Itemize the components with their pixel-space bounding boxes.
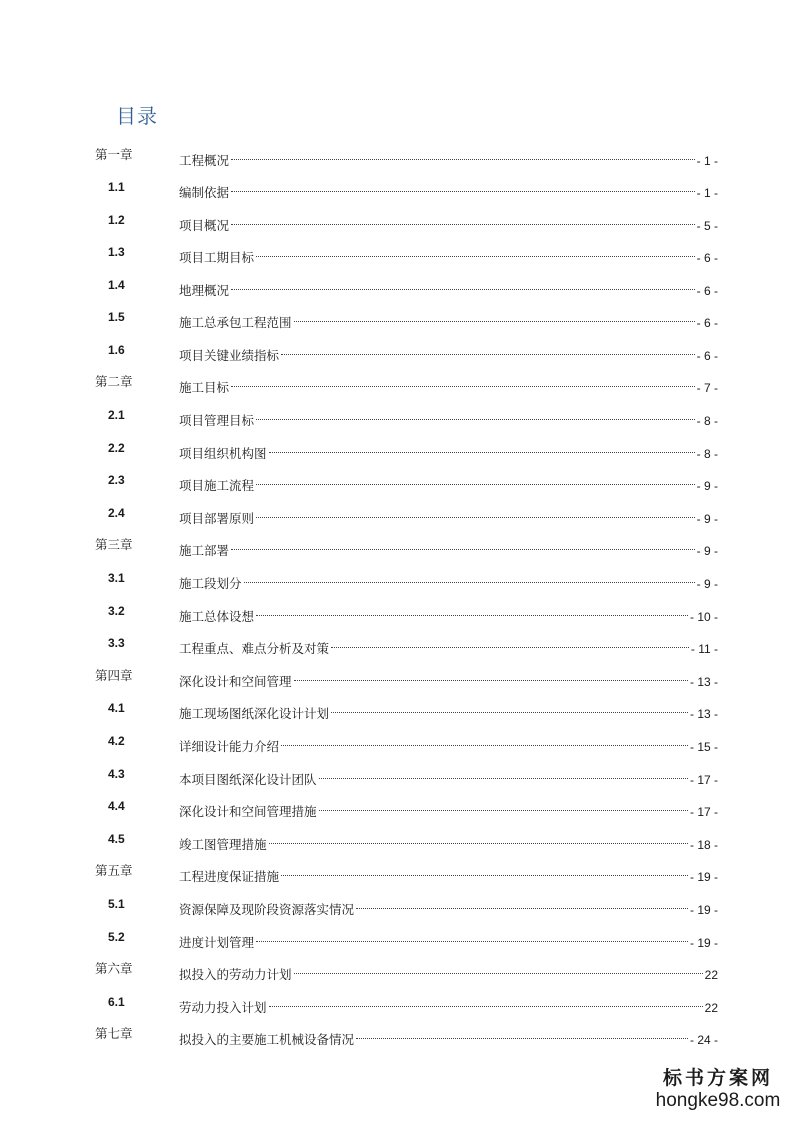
toc-entry[interactable] [0, 307, 793, 330]
toc-entry-page: - 9 - [696, 512, 718, 526]
toc-dot-leader [269, 829, 688, 849]
toc-dot-leader [356, 894, 688, 914]
toc-dot-leader [269, 992, 703, 1012]
toc-entry-title: 施工部署 [179, 543, 230, 558]
toc-dot-leader [244, 568, 695, 588]
toc-entry-number: 1.5 [108, 310, 125, 324]
toc-entry[interactable] [0, 210, 793, 233]
toc-entry-page: - 6 - [696, 284, 718, 298]
toc-entry-number: 第二章 [95, 374, 133, 389]
toc-entry-title: 项目关键业绩指标 [179, 348, 280, 363]
toc-dot-leader [281, 340, 695, 360]
toc-entry-number: 6.1 [108, 995, 125, 1009]
toc-entry[interactable] [0, 633, 793, 656]
toc-entry-page: - 6 - [696, 316, 718, 330]
watermark [648, 1066, 788, 1112]
toc-entry-title: 工程重点、难点分析及对策 [179, 641, 330, 656]
toc-entry-title: 施工现场图纸深化设计计划 [179, 706, 330, 721]
toc-entry-title: 拟投入的劳动力计划 [179, 967, 292, 982]
toc-entry-number: 第四章 [95, 668, 133, 683]
toc-dot-leader [256, 405, 695, 425]
toc-entry-title: 项目概况 [179, 218, 230, 233]
toc-dot-leader [231, 535, 695, 555]
toc-entry-title: 工程概况 [179, 153, 230, 168]
toc-dot-leader [256, 503, 695, 523]
toc-dot-leader [231, 275, 695, 295]
toc-entry[interactable] [0, 764, 793, 787]
toc-entry-title: 施工目标 [179, 380, 230, 395]
toc-entry-title: 进度计划管理 [179, 935, 255, 950]
toc-dot-leader [281, 861, 688, 881]
toc-entry[interactable] [0, 666, 793, 689]
toc-entry-title: 工程进度保证措施 [179, 869, 280, 884]
toc-entry-title: 拟投入的主要施工机械设备情况 [179, 1032, 355, 1047]
toc-entry-number: 5.2 [108, 930, 125, 944]
toc-dot-leader [256, 927, 688, 947]
toc-entry[interactable] [0, 601, 793, 624]
toc-entry-number: 第五章 [95, 863, 133, 878]
toc-entry[interactable] [0, 177, 793, 200]
toc-dot-leader [256, 601, 688, 621]
toc-entry[interactable] [0, 470, 793, 493]
toc-dot-leader [319, 796, 688, 816]
toc-entry-page: - 1 - [696, 154, 718, 168]
toc-entry-number: 4.2 [108, 734, 125, 748]
toc-dot-leader [231, 145, 695, 165]
toc-entry-page: - 9 - [696, 544, 718, 558]
toc-entry-page: - 9 - [696, 479, 718, 493]
toc-dot-leader [256, 242, 695, 262]
toc-entry-page: - 19 - [689, 870, 718, 884]
toc-entry-page: - 6 - [696, 349, 718, 363]
toc-entry-number: 4.4 [108, 799, 125, 813]
toc-dot-leader [231, 210, 695, 230]
toc-entry-page: - 10 - [689, 610, 718, 624]
toc-entry[interactable] [0, 145, 793, 168]
toc-entry-page: - 19 - [689, 903, 718, 917]
watermark-chinese-text: 标书方案网 [662, 1067, 773, 1089]
toc-dot-leader [294, 959, 703, 979]
toc-entry-page: - 19 - [689, 936, 718, 950]
toc-entry-number: 5.1 [108, 897, 125, 911]
toc-dot-leader [256, 470, 695, 490]
toc-entry-title: 深化设计和空间管理措施 [179, 804, 317, 819]
toc-entry-page: - 5 - [696, 219, 718, 233]
toc-entry[interactable] [0, 503, 793, 526]
toc-entry-title: 深化设计和空间管理 [179, 674, 292, 689]
toc-entry[interactable] [0, 959, 793, 982]
toc-entry[interactable] [0, 829, 793, 852]
toc-entry-number: 4.5 [108, 832, 125, 846]
toc-entry[interactable] [0, 894, 793, 917]
toc-entry[interactable] [0, 1024, 793, 1047]
page-title: 目录 [116, 104, 158, 128]
toc-entry[interactable] [0, 927, 793, 950]
toc-entry-title: 施工总承包工程范围 [179, 315, 292, 330]
toc-dot-leader [231, 372, 695, 392]
toc-entry[interactable] [0, 698, 793, 721]
toc-entry-title: 竣工图管理措施 [179, 837, 267, 852]
toc-entry-number: 1.3 [108, 245, 125, 259]
toc-entry-page: 22 [704, 1001, 718, 1015]
toc-entry[interactable] [0, 372, 793, 395]
toc-entry[interactable] [0, 242, 793, 265]
toc-dot-leader [281, 731, 688, 751]
toc-entry-number: 2.4 [108, 506, 125, 520]
toc-entry-page: 22 [704, 968, 718, 982]
toc-dot-leader [331, 698, 688, 718]
toc-dot-leader [294, 666, 688, 686]
toc-entry-number: 第七章 [95, 1026, 133, 1041]
toc-entry-title: 本项目图纸深化设计团队 [179, 772, 317, 787]
toc-dot-leader [356, 1024, 688, 1044]
toc-entry-title: 施工总体设想 [179, 609, 255, 624]
toc-entry[interactable] [0, 568, 793, 591]
toc-entry-page: - 13 - [689, 675, 718, 689]
toc-dot-leader [294, 307, 695, 327]
toc-entry-number: 4.3 [108, 767, 125, 781]
toc-entry-page: - 8 - [696, 447, 718, 461]
toc-entry-page: - 13 - [689, 707, 718, 721]
toc-entry-page: - 17 - [689, 805, 718, 819]
toc-entry-number: 3.2 [108, 604, 125, 618]
toc-entry-number: 1.6 [108, 343, 125, 357]
toc-dot-leader [331, 633, 689, 653]
toc-entry-page: - 15 - [689, 740, 718, 754]
toc-entry-title: 资源保障及现阶段资源落实情况 [179, 902, 355, 917]
toc-entry[interactable] [0, 992, 793, 1015]
toc-entry-title: 项目工期目标 [179, 250, 255, 265]
toc-entry[interactable] [0, 861, 793, 884]
toc-entry-title: 施工段划分 [179, 576, 242, 591]
toc-entry-title: 项目施工流程 [179, 478, 255, 493]
toc-entry-page: - 18 - [689, 838, 718, 852]
toc-dot-leader [231, 177, 695, 197]
toc-entry-number: 2.2 [108, 441, 125, 455]
toc-entry-title: 详细设计能力介绍 [179, 739, 280, 754]
toc-entry[interactable] [0, 438, 793, 461]
toc-entry[interactable] [0, 405, 793, 428]
toc-entry-number: 1.1 [108, 180, 125, 194]
toc-entry-number: 第一章 [95, 147, 133, 162]
toc-dot-leader [269, 438, 695, 458]
toc-entry-title: 编制依据 [179, 185, 230, 200]
toc-entry-title: 地理概况 [179, 283, 230, 298]
toc-entry-page: - 6 - [696, 251, 718, 265]
toc-entry-page: - 8 - [696, 414, 718, 428]
toc-entry-page: - 9 - [696, 577, 718, 591]
toc-entry-number: 第三章 [95, 537, 133, 552]
toc-entry-title: 劳动力投入计划 [179, 1000, 267, 1015]
toc-entry-number: 1.4 [108, 278, 125, 292]
toc-entry-number: 4.1 [108, 701, 125, 715]
toc-entry-number: 2.1 [108, 408, 125, 422]
toc-entry-page: - 11 - [690, 642, 718, 656]
toc-entry-number: 2.3 [108, 473, 125, 487]
toc-entry[interactable] [0, 731, 793, 754]
toc-entry[interactable] [0, 340, 793, 363]
toc-entry-page: - 1 - [696, 186, 718, 200]
toc-entry-number: 第六章 [95, 961, 133, 976]
toc-dot-leader [319, 764, 688, 784]
toc-entry-title: 项目组织机构图 [179, 446, 267, 461]
toc-entry-page: - 17 - [689, 773, 718, 787]
toc-entry[interactable] [0, 275, 793, 298]
toc-entry-number: 3.1 [108, 571, 125, 585]
toc-entry[interactable] [0, 535, 793, 558]
toc-entry-page: - 24 - [689, 1033, 718, 1047]
watermark-domain-text: hongke98.com [655, 1090, 781, 1111]
toc-entry-title: 项目管理目标 [179, 413, 255, 428]
toc-entry-title: 项目部署原则 [179, 511, 255, 526]
toc-entry[interactable] [0, 796, 793, 819]
toc-entry-number: 3.3 [108, 636, 125, 650]
toc-entry-number: 1.2 [108, 213, 125, 227]
toc-entry-page: - 7 - [696, 381, 718, 395]
